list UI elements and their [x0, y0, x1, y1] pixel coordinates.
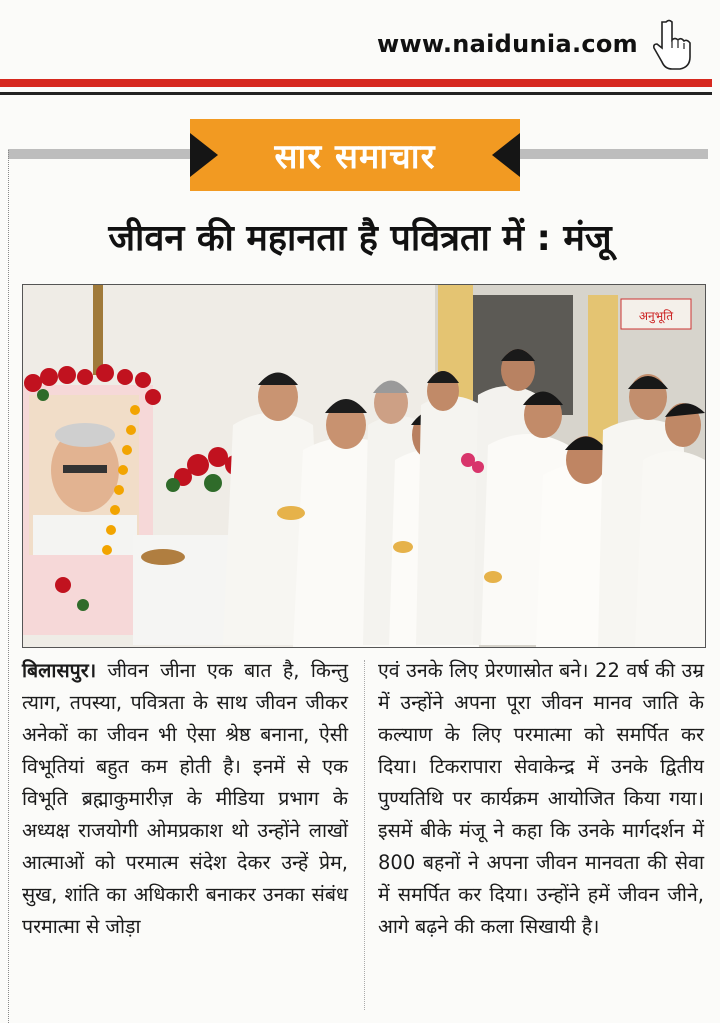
- column-divider: [364, 660, 365, 1010]
- article-column-1: [22, 655, 348, 1015]
- header-rule-red: [0, 79, 712, 87]
- header-rule-dark: [0, 92, 712, 95]
- photo-sign-text: अनुभूति: [638, 309, 674, 323]
- article-column-2-text: एवं उनके लिए प्रेरणास्रोत बने। 22 वर्ष की उम्र में उन्होंने अपना पूरा जीवन मानव जाति के कल्याण के लिए परमात्मा को समर्पित कर दिया। टिकरापारा सेवाकेन्द्र में उनके द्वितीय पुण्यतिथि पर कार्यक्रम आयोजित किया गया। इसमें बीके मंजू ने कहा कि उनके मार्गदर्शन में 800 बहनों ने अपना जीवन मानवता की सेवा में समर्पित कर दिया। उन्होंने हमें जीवन जीने, आगे बढ़ने की कला सिखायी है।: [378, 659, 704, 938]
- article-dateline: बिलासपुर।: [22, 659, 97, 682]
- hand-pointer-icon: [652, 18, 692, 72]
- site-url[interactable]: www.naidunia.com: [376, 30, 638, 58]
- article-photo: [22, 284, 706, 648]
- article-headline: जीवन की महानता है पवित्रता में : मंजू: [108, 218, 612, 259]
- photo-illustration: [23, 285, 705, 647]
- banner-left-arrow: [190, 133, 218, 177]
- section-banner: [190, 119, 520, 191]
- frame-left-border: [8, 150, 9, 1023]
- article-column-1-text: जीवन जीना एक बात है, किन्तु त्याग, तपस्या, पवित्रता के साथ जीवन जीकर अनेकों का जीवन भी ऐसा श्रेष्ठ बनाना, ऐसी विभूतियां बहुत कम होती है। इनमें से एक विभूति ब्रह्माकुमारीज़ के मीडिया प्रभाग के अध्यक्ष राजयोगी ओमप्रकाश थो उन्होंने लाखों आत्माओं को परमात्म संदेश देकर उन्हें प्रेम, सुख, शांति का अधिकारी बनाकर उनका संबंध परमात्मा से जोड़ा: [22, 659, 348, 938]
- section-banner-label: सार समाचार: [274, 137, 436, 177]
- article-column-2: [378, 655, 704, 1015]
- banner-right-arrow: [492, 133, 520, 177]
